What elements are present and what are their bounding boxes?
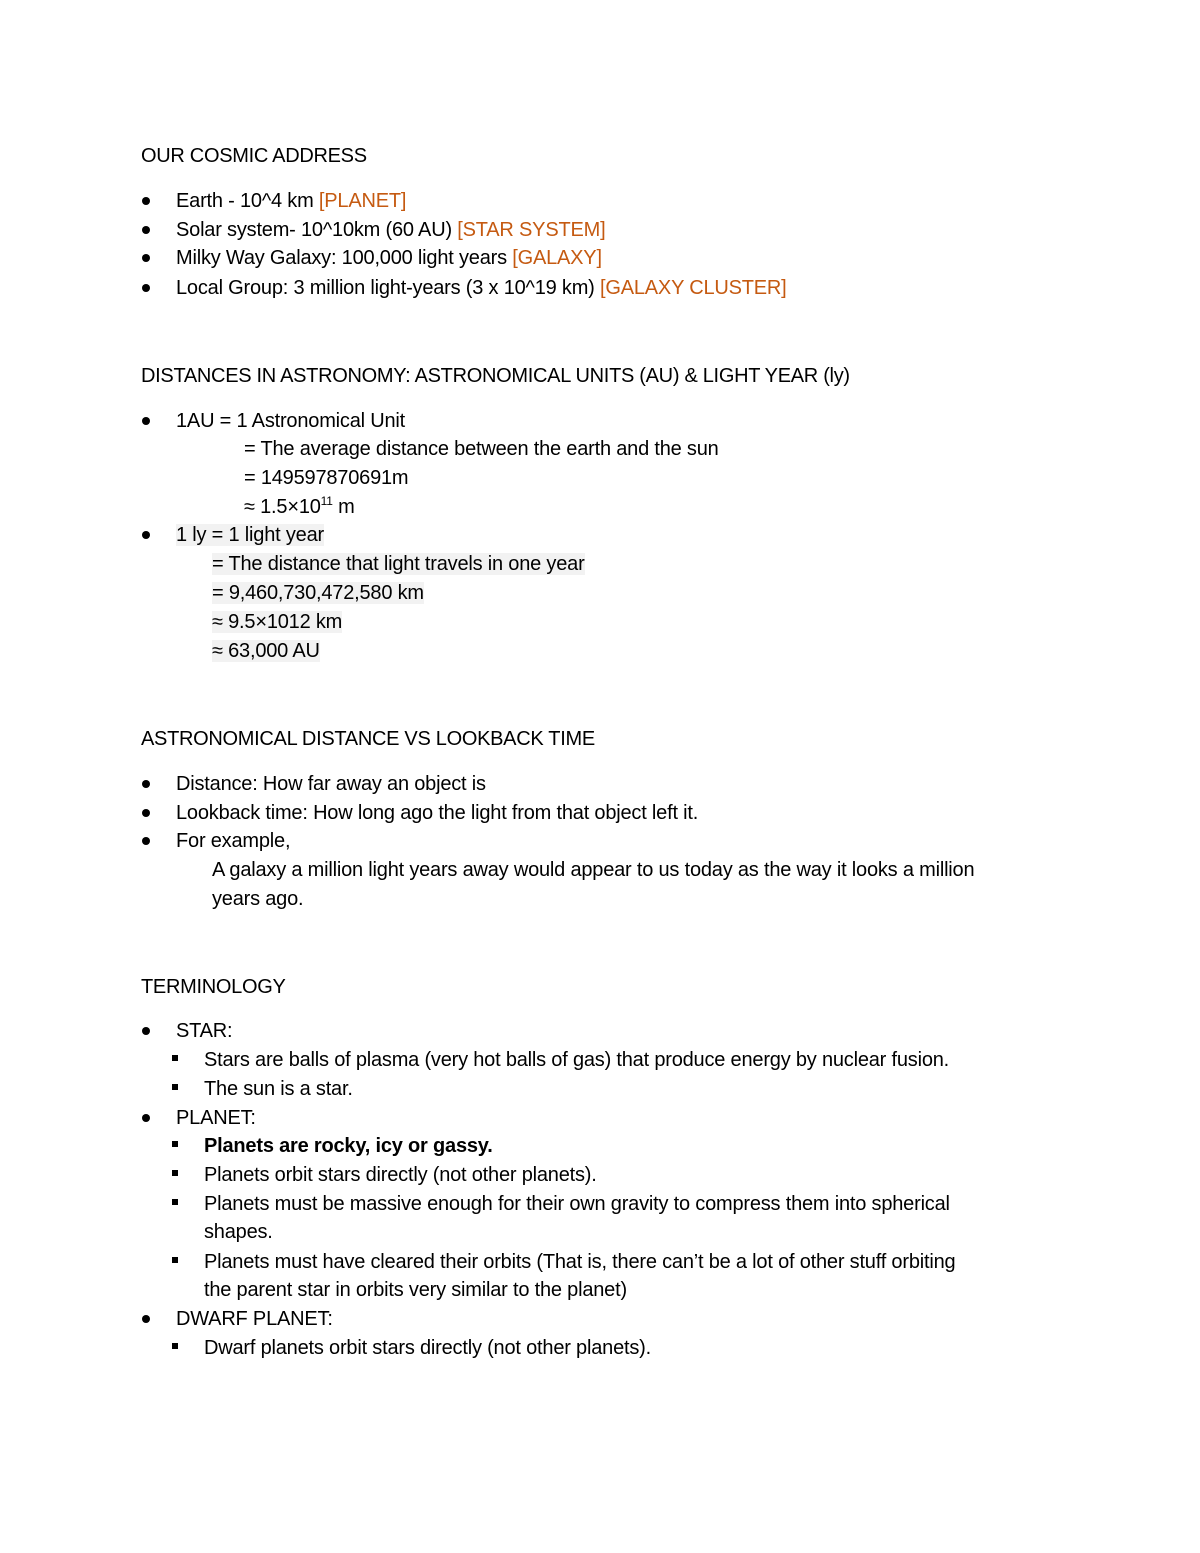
- sub-item-continued: the parent star in orbits very similar to the planet): [204, 1279, 627, 1301]
- list-item: [176, 187, 406, 216]
- square-bullet-icon: [172, 1170, 178, 1176]
- bullet-icon: [142, 531, 150, 539]
- bullet-icon: [142, 226, 150, 234]
- sub-item: Dwarf planets orbit stars directly (not other planets).: [204, 1337, 651, 1359]
- item-tag: [GALAXY CLUSTER]: [600, 277, 787, 299]
- ly-approx-au: [212, 637, 320, 666]
- sub-item: Stars are balls of plasma (very hot balls of gas) that produce energy by nuclear fusion.: [204, 1049, 950, 1071]
- au-approx-base: ≈ 1.5×10: [244, 496, 321, 518]
- bullet-icon: [142, 1027, 150, 1035]
- item-text: Milky Way Galaxy: 100,000 light years: [176, 247, 513, 269]
- ly-approx-km: [212, 608, 342, 637]
- au-meters: = 149597870691m: [244, 467, 409, 489]
- bullet-icon: [142, 254, 150, 262]
- bullet-icon: [142, 197, 150, 205]
- item-tag: [PLANET]: [318, 190, 407, 212]
- list-item: Distance: How far away an object is: [176, 773, 486, 795]
- au-approx-unit: m: [332, 496, 355, 518]
- sub-item: Planets orbit stars directly (not other planets).: [204, 1164, 597, 1186]
- sub-item: The sun is a star.: [204, 1078, 353, 1100]
- ly-approx-km-text: ≈ 9.5×1012 km: [212, 611, 343, 633]
- square-bullet-icon: [172, 1084, 178, 1090]
- bullet-icon: [142, 780, 150, 788]
- ly-title-text: 1 ly = 1 light year: [176, 524, 324, 546]
- au-approx-exponent: 11: [320, 494, 333, 508]
- sub-item: Planets must be massive enough for their own gravity to compress them into spherical: [204, 1193, 950, 1215]
- au-approx: [244, 493, 355, 522]
- list-item: Lookback time: How long ago the light from that object left it.: [176, 802, 699, 824]
- example-line-2: years ago.: [212, 888, 304, 910]
- au-title: 1AU = 1 Astronomical Unit: [176, 410, 405, 432]
- term-star-label: STAR:: [176, 1020, 233, 1042]
- ly-title: [176, 521, 324, 550]
- au-definition: = The average distance between the earth and the sun: [244, 438, 719, 460]
- list-item: For example,: [176, 830, 291, 852]
- item-tag: [GALAXY]: [512, 247, 602, 269]
- ly-km-text: = 9,460,730,472,580 km: [212, 582, 424, 604]
- bullet-icon: [142, 284, 150, 292]
- ly-approx-au-text: ≈ 63,000 AU: [212, 640, 320, 662]
- square-bullet-icon: [172, 1055, 178, 1061]
- item-text: Solar system- 10^10km (60 AU): [176, 219, 458, 241]
- sub-item: Planets must have cleared their orbits (That is, there can’t be a lot of other stuff orbiting: [204, 1251, 956, 1273]
- bullet-icon: [142, 417, 150, 425]
- bullet-icon: [142, 809, 150, 817]
- ly-definition: [212, 550, 585, 579]
- section-heading-distances: DISTANCES IN ASTRONOMY: ASTRONOMICAL UNITS (AU) & LIGHT YEAR (ly): [141, 365, 850, 387]
- square-bullet-icon: [172, 1199, 178, 1205]
- ly-km: [212, 579, 424, 608]
- section-heading-lookback: ASTRONOMICAL DISTANCE VS LOOKBACK TIME: [141, 728, 595, 750]
- example-line-1: A galaxy a million light years away would appear to us today as the way it looks a million: [212, 859, 975, 881]
- sub-item-continued: shapes.: [204, 1221, 273, 1243]
- item-text: Earth - 10^4 km: [176, 190, 319, 212]
- bullet-icon: [142, 837, 150, 845]
- ly-definition-text: = The distance that light travels in one year: [212, 553, 585, 575]
- square-bullet-icon: [172, 1257, 178, 1263]
- list-item: [176, 274, 787, 303]
- sub-item: Planets are rocky, icy or gassy.: [204, 1135, 493, 1157]
- bullet-icon: [142, 1315, 150, 1323]
- section-heading-cosmic-address: OUR COSMIC ADDRESS: [141, 145, 367, 167]
- item-tag: [STAR SYSTEM]: [457, 219, 606, 241]
- list-item: [176, 216, 605, 245]
- section-heading-terminology: TERMINOLOGY: [141, 976, 286, 998]
- square-bullet-icon: [172, 1343, 178, 1349]
- item-text: Local Group: 3 million light-years (3 x 10^19 km): [176, 277, 601, 299]
- term-dwarf-planet-label: DWARF PLANET:: [176, 1308, 333, 1330]
- square-bullet-icon: [172, 1141, 178, 1147]
- term-planet-label: PLANET:: [176, 1107, 256, 1129]
- bullet-icon: [142, 1114, 150, 1122]
- list-item: [176, 244, 602, 273]
